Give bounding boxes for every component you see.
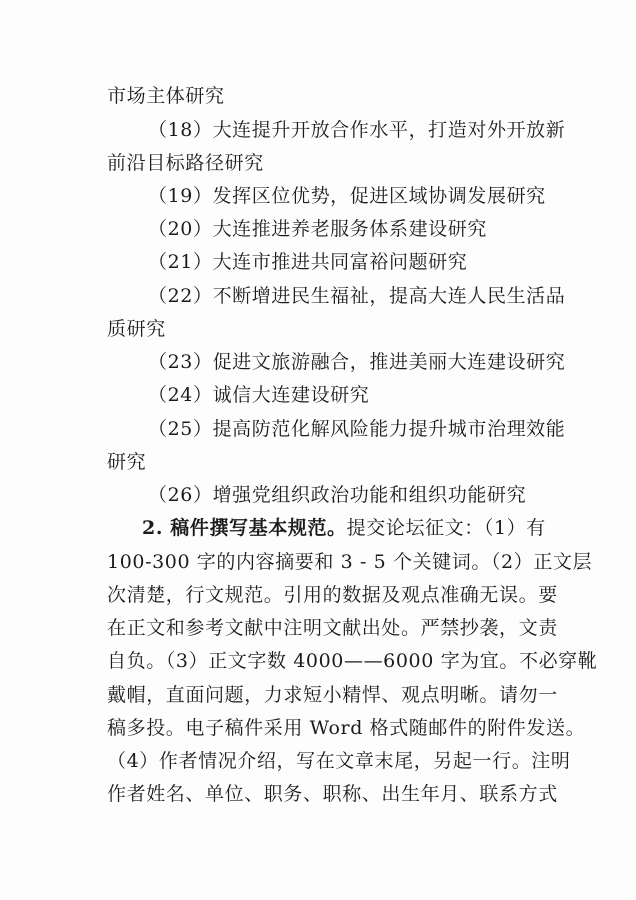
section-2-intro: 提交论坛征文：（1）有 xyxy=(346,517,546,539)
text-line: 前沿目标路径研究 xyxy=(107,152,264,174)
paragraph-line: 次清楚，行文规范。引用的数据及观点准确无误。要 xyxy=(107,584,558,606)
list-item-21: （21）大连市推进共同富裕问题研究 xyxy=(148,251,468,273)
paragraph-line: 自负。（3）正文字数 4000——6000 字为宜。不必穿靴 xyxy=(107,650,598,672)
list-item-26: （26）增强党组织政治功能和组织功能研究 xyxy=(148,484,527,506)
list-item-22: （22）不断增进民生福祉，提高大连人民生活品 xyxy=(148,285,566,307)
text-line: 研究 xyxy=(107,451,147,473)
list-item-18: （18）大连提升开放合作水平，打造对外开放新 xyxy=(148,119,566,141)
paragraph-line: 戴帽，直面问题，力求短小精悍、观点明晰。请勿一 xyxy=(107,684,558,706)
paragraph-line: 作者姓名、单位、职务、职称、出生年月、联系方式 xyxy=(107,783,558,805)
section-2-heading: 2. 稿件撰写基本规范。 xyxy=(142,517,347,539)
paragraph-line: （4）作者情况介绍，写在文章末尾，另起一行。注明 xyxy=(107,750,571,772)
list-item-23: （23）促进文旅游融合，推进美丽大连建设研究 xyxy=(148,351,566,373)
section-2-first-line xyxy=(142,516,546,540)
list-item-24: （24）诚信大连建设研究 xyxy=(148,384,370,406)
paragraph-line: 稿多投。电子稿件采用 Word 格式随邮件的附件发送。 xyxy=(107,717,586,739)
paragraph-line: 在正文和参考文献中注明文献出处。严禁抄袭，文责 xyxy=(107,617,558,639)
list-item-19: （19）发挥区位优势，促进区域协调发展研究 xyxy=(148,185,546,207)
text-line: 市场主体研究 xyxy=(107,85,225,107)
text-line: 质研究 xyxy=(107,318,166,340)
list-item-25: （25）提高防范化解风险能力提升城市治理效能 xyxy=(148,418,566,440)
paragraph-line: 100-300 字的内容摘要和 3 - 5 个关键词。（2）正文层 xyxy=(107,551,593,573)
list-item-20: （20）大连推进养老服务体系建设研究 xyxy=(148,218,487,240)
